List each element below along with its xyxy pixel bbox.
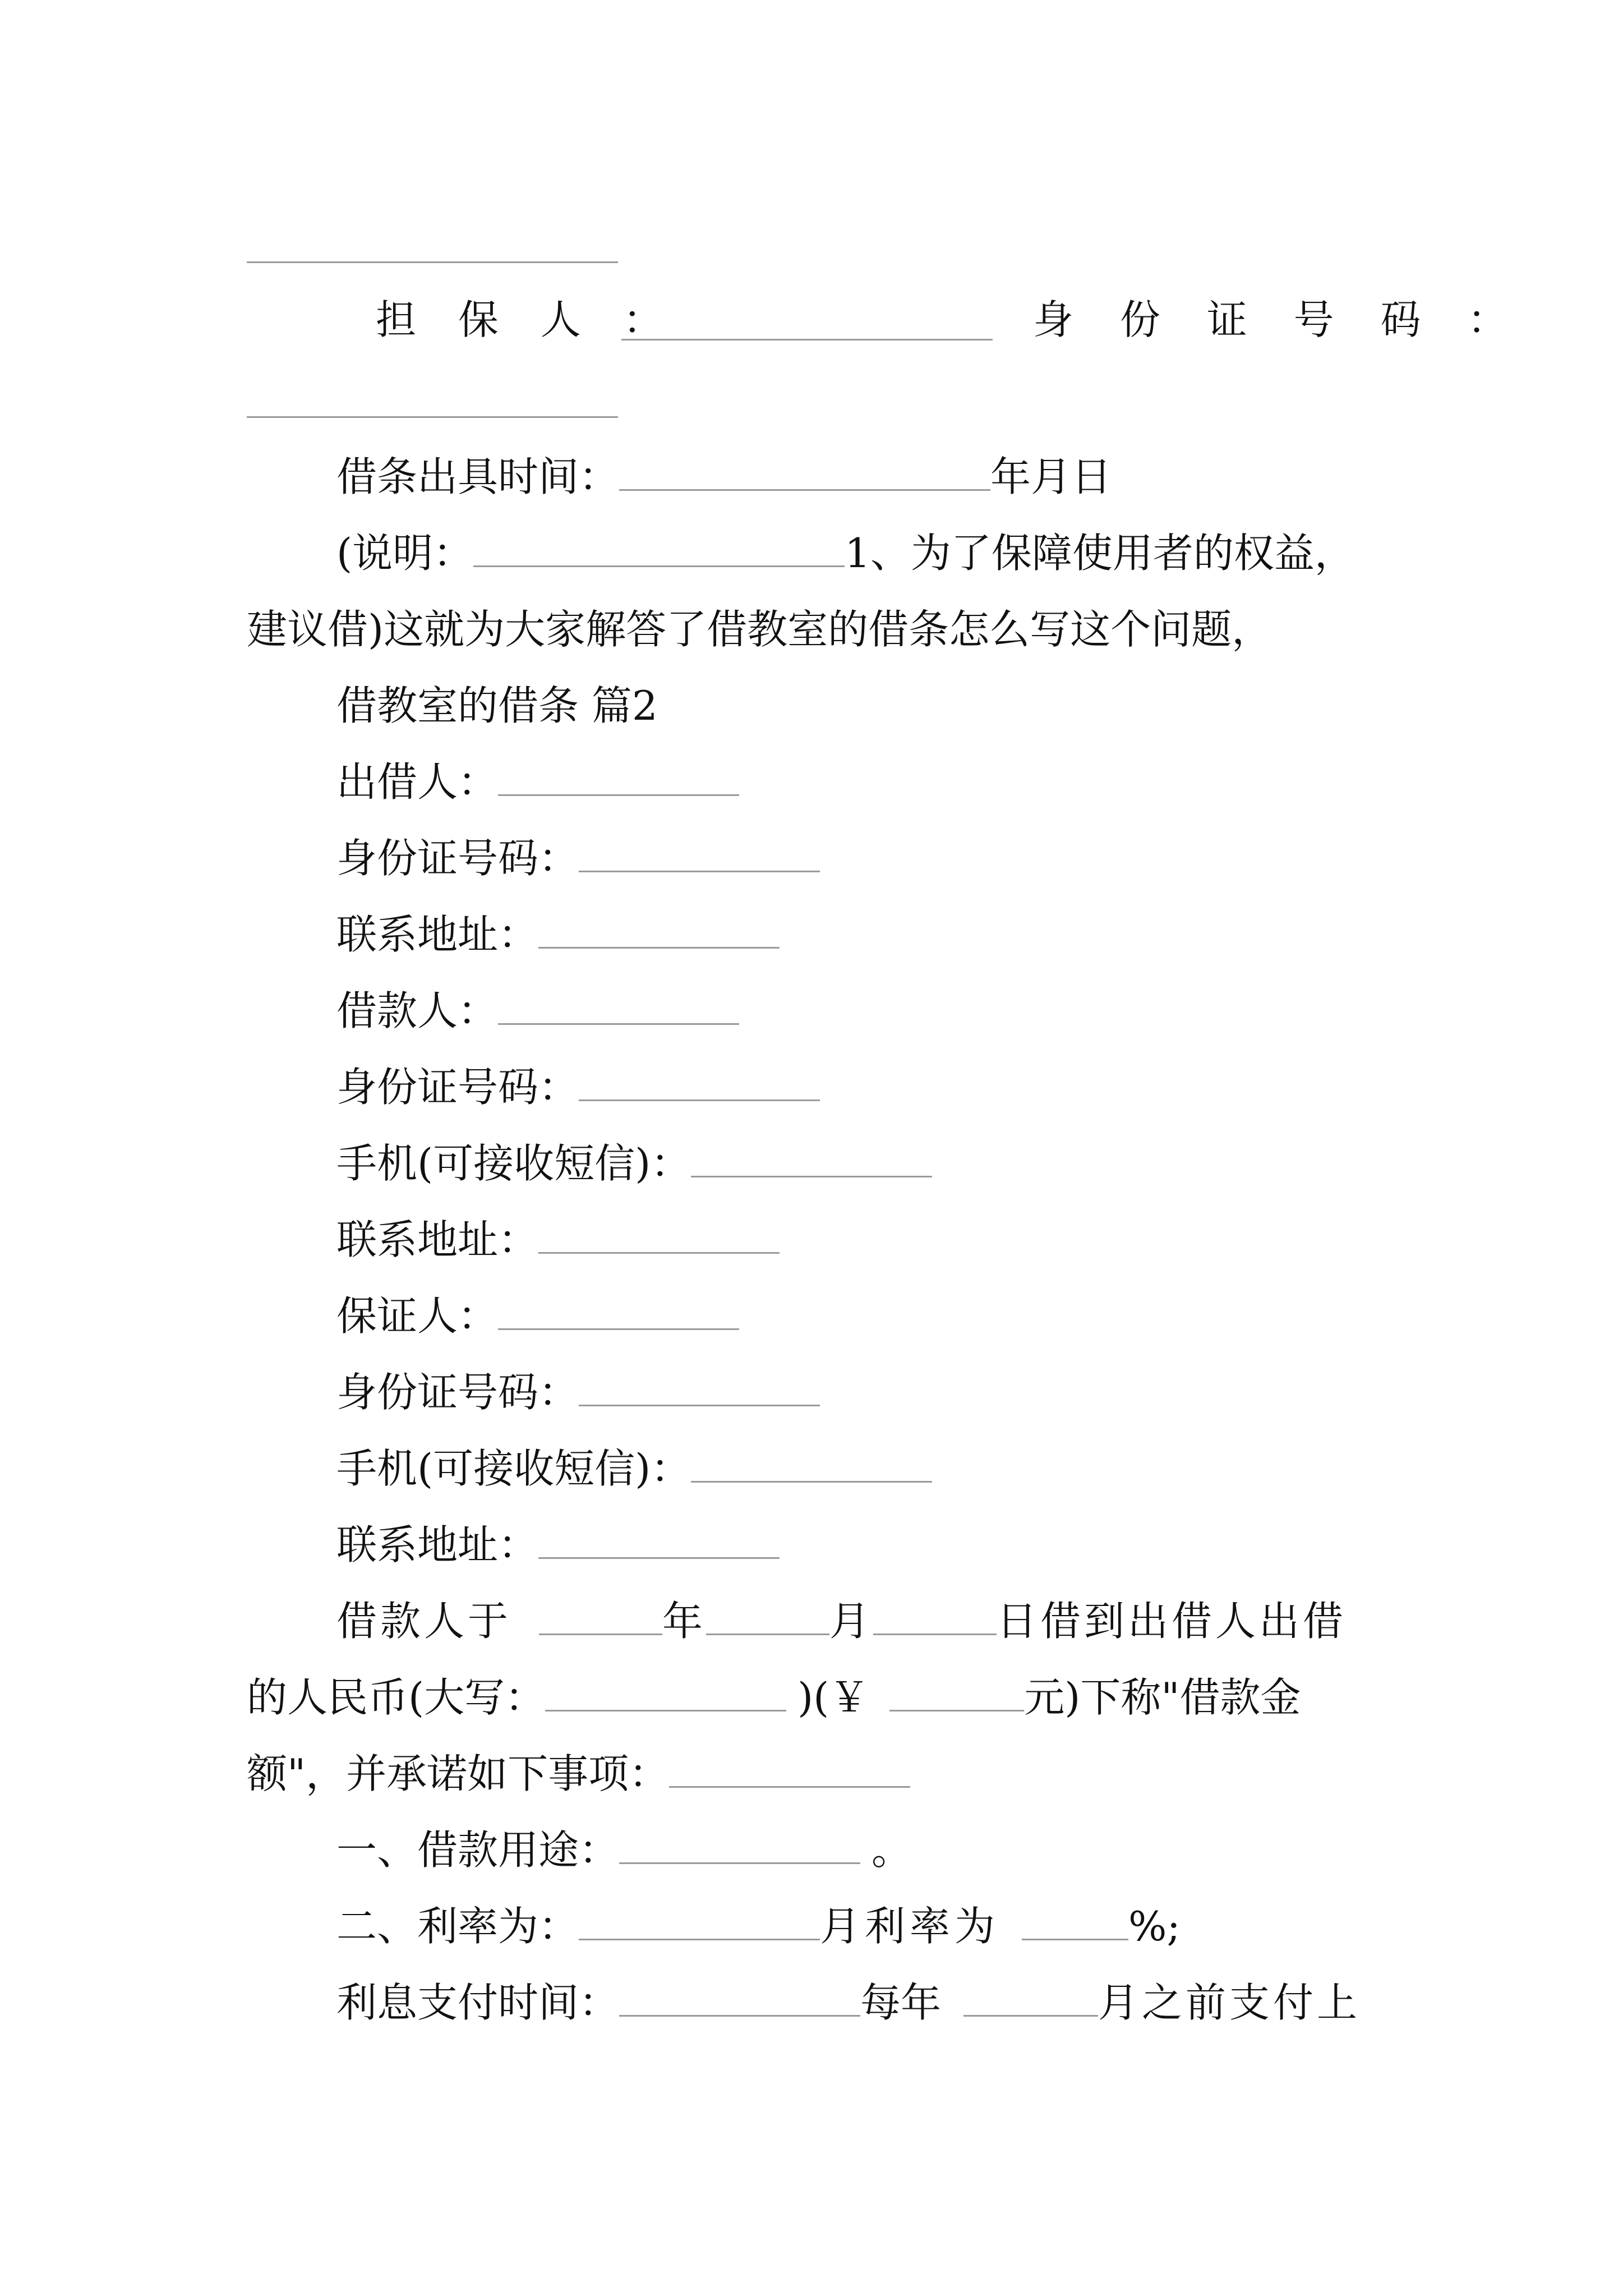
rate-month-label: 月利率为 (820, 1903, 1000, 1950)
issue-time-suffix: 年月日 (990, 453, 1112, 500)
loan-day-blank (873, 1600, 997, 1635)
purpose-end: 。 (872, 1826, 912, 1874)
note-blank (473, 532, 845, 567)
lender-blank (498, 761, 739, 796)
interest-time-label: 利息支付时间： (336, 1979, 620, 2026)
borrower-phone-blank (691, 1142, 932, 1177)
lender-label: 出借人： (336, 758, 499, 806)
surety-id-line (336, 1364, 820, 1420)
borrower-blank (498, 990, 739, 1025)
loan-p1-c: 日借到出借人出借 (996, 1598, 1347, 1645)
loan-p3: 额"，并承诺如下事项： (247, 1750, 670, 1797)
lender-address-blank (538, 913, 780, 949)
interest-month-tail: 月之前支付上 (1098, 1979, 1361, 2026)
issue-time-line (336, 449, 1112, 505)
note-line-1 (336, 525, 1355, 581)
note-tail: 1、为了保障使用者的权益， (845, 530, 1355, 577)
borrower-label: 借款人： (336, 987, 499, 1034)
section-title-text: 借教室的借条 篇2 (336, 682, 658, 729)
purpose-line (336, 1822, 912, 1878)
surety-id-label: 身份证号码： (336, 1369, 579, 1416)
interest-time-line (336, 1975, 1361, 2031)
purpose-label: 一、借款用途： (336, 1826, 620, 1874)
borrower-id-line (336, 1059, 820, 1115)
loan-p1-month: 月 (829, 1598, 873, 1645)
loan-line-1 (336, 1593, 1347, 1649)
loan-month-blank (706, 1600, 829, 1635)
borrower-id-blank (579, 1066, 820, 1101)
rate-label: 二、利率为： (336, 1903, 579, 1950)
surety-label: 保证人： (336, 1292, 499, 1340)
rate-blank (579, 1905, 820, 1940)
borrower-line (336, 983, 739, 1039)
guarantor-blank (621, 339, 993, 341)
loan-capital-blank (545, 1676, 786, 1711)
borrower-address-line (336, 1212, 780, 1268)
interest-time-blank (619, 1981, 860, 2017)
note-prefix: (说明： (336, 530, 474, 577)
note-line-2 (247, 601, 1272, 657)
lender-id-line (336, 830, 820, 886)
surety-blank (498, 1295, 739, 1330)
top-underline (247, 261, 618, 263)
loan-p1-a: 借款人于 (336, 1598, 512, 1645)
issue-time-blank (619, 455, 990, 491)
lender-line (336, 754, 739, 810)
lender-address-line (336, 907, 780, 963)
surety-id-blank (579, 1371, 820, 1406)
borrower-phone-label: 手机(可接收短信)： (336, 1140, 691, 1187)
loan-line-2 (247, 1669, 1301, 1726)
loan-promise-blank (669, 1752, 910, 1788)
section-title (336, 678, 658, 734)
interest-month-blank (963, 1981, 1098, 2017)
lender-address-label: 联系地址： (336, 911, 539, 958)
loan-p2-c: 元)下称"借款金 (1024, 1674, 1301, 1721)
surety-phone-line (336, 1441, 932, 1497)
loan-p1-year: 年 (662, 1598, 706, 1645)
surety-phone-blank (691, 1447, 932, 1483)
borrower-phone-line (336, 1135, 932, 1191)
lender-id-blank (579, 837, 820, 872)
surety-line (336, 1288, 739, 1344)
surety-phone-label: 手机(可接收短信)： (336, 1445, 691, 1492)
guarantor-id-line (1033, 292, 1524, 348)
rate-percent: %; (1128, 1903, 1181, 1950)
loan-p2-a: 的人民币(大写： (247, 1674, 546, 1721)
guarantor-label: 担 保 人 ： (376, 296, 678, 343)
loan-amount-blank (889, 1676, 1024, 1711)
loan-line-3 (247, 1746, 910, 1802)
note-line-2-text: 建议借)这就为大家解答了借教室的借条怎么写这个问题， (247, 606, 1272, 653)
borrower-address-blank (538, 1218, 780, 1254)
surety-address-label: 联系地址： (336, 1521, 539, 1568)
borrower-id-label: 身份证号码： (336, 1064, 579, 1111)
rate-percent-blank (1022, 1905, 1128, 1940)
guarantor-id-blank (247, 416, 618, 418)
interest-every-year: 每年 (860, 1979, 942, 2026)
surety-address-line (336, 1517, 780, 1573)
surety-address-blank (538, 1524, 780, 1559)
issue-time-label: 借条出具时间： (336, 453, 620, 500)
rate-line (336, 1898, 1181, 1954)
lender-id-label: 身份证号码： (336, 835, 579, 882)
purpose-blank (619, 1829, 860, 1864)
loan-year-blank (539, 1600, 662, 1635)
borrower-address-label: 联系地址： (336, 1216, 539, 1263)
guarantor-id-label: 身 份 证 号 码 ： (1033, 296, 1525, 343)
loan-p2-b: )(￥ (797, 1674, 870, 1721)
